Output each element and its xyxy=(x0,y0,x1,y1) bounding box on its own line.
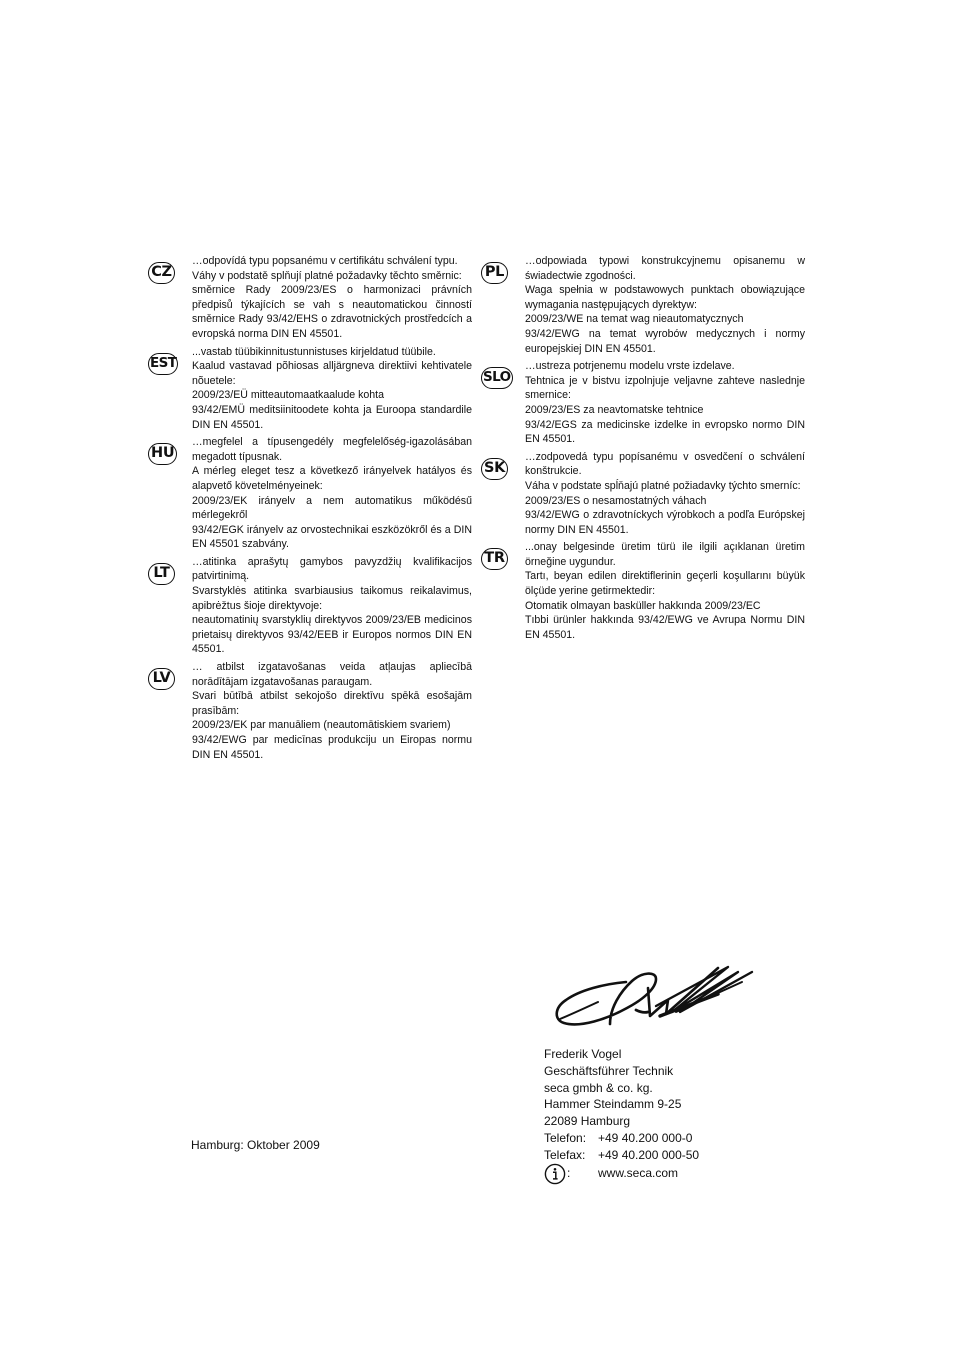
website-separator: : xyxy=(567,1166,571,1181)
declaration-line: 93/42/EWG par medicīnas produkciju un Eiropas normu DIN EN 45501. xyxy=(192,734,472,761)
language-badge-wrap xyxy=(148,435,192,465)
declaration-line: … atbilst izgatavošanas veida atļaujas apliecībā norādītājam izgatavošanas paraugam. xyxy=(192,661,472,688)
declaration-slo xyxy=(481,359,806,447)
language-badge-wrap xyxy=(481,450,525,480)
declarations-right-column xyxy=(481,254,806,645)
language-code-badge: TR xyxy=(481,548,508,570)
declaration-line: 2009/23/WE na temat wag nieautomatycznych xyxy=(525,313,744,326)
contact-block xyxy=(544,1046,699,1185)
place-and-date: Hamburg: Oktober 2009 xyxy=(191,1138,320,1152)
language-code-badge: LV xyxy=(148,668,175,690)
declaration-line: 93/42/EGS za medicinske izdelke in evropsko normo DIN EN 45501. xyxy=(525,418,805,446)
phone-label: Telefon: xyxy=(544,1130,587,1145)
declaration-line: Váhy v podstatě splňují platné požadavky těchto směrnic: xyxy=(192,269,462,282)
declaration-line: Waga spełnia w podstawowych punktach obowiązujące wymagania następujących dyrektyw: xyxy=(525,284,805,311)
declaration-tr xyxy=(481,540,806,642)
company-name: seca gmbh & co. kg. xyxy=(544,1080,653,1095)
phone-line xyxy=(544,1130,699,1147)
declaration-text xyxy=(192,345,472,433)
declaration-text xyxy=(525,359,805,447)
declaration-sk xyxy=(481,450,806,538)
declaration-line: 93/42/EGK irányelv az orvostechnikai eszközökről és a DIN EN 45501 szabvány. xyxy=(192,523,472,551)
declaration-line: …odpowiada typowi konstrukcyjnemu opisanemu w świadectwie zgodności. xyxy=(525,255,805,282)
declaration-text xyxy=(192,435,472,552)
declaration-text xyxy=(525,254,805,356)
declaration-cz xyxy=(148,254,473,342)
fax-label: Telefax: xyxy=(544,1147,586,1162)
declaration-line: A mérleg eleget tesz a következő irányelvek hatályos és alapvető követelményeinek: xyxy=(192,465,472,492)
declaration-lv xyxy=(148,660,473,762)
language-badge-wrap xyxy=(148,254,192,284)
declaration-line: …odpovídá typu popsanému v certifikátu schválení typu. xyxy=(192,255,458,267)
declaration-line: 2009/23/ES za neavtomatske tehtnice xyxy=(525,403,704,416)
fax-line xyxy=(544,1147,699,1164)
declaration-line: 2009/23/ES o nesamostatných váhach xyxy=(525,494,707,507)
language-code-badge: SK xyxy=(481,458,508,480)
declaration-line: 2009/23/EK irányelv a nem automatikus működésű mérlegekről xyxy=(192,494,472,522)
language-badge-wrap xyxy=(481,359,525,389)
phone-number: +49 40.200 000-0 xyxy=(598,1130,693,1145)
declaration-text xyxy=(525,540,805,642)
declaration-line: …megfelel a típusengedély megfelelőség-igazolásában megadott típusnak. xyxy=(192,436,472,463)
declaration-line: směrnice Rady 2009/23/ES o harmonizaci právních předpisů týkajících se vah s neautomatickou činností směrnice Rady 93/42/EHS o zdravotnických prostředcích a evropská norma DIN EN 45501. xyxy=(192,284,472,340)
declaration-line: 93/42/EMÜ meditsiinitoodete kohta ja Euroopa standardile DIN EN 45501. xyxy=(192,403,472,431)
info-icon xyxy=(544,1163,566,1185)
declaration-pl xyxy=(481,254,806,356)
declaration-line: Kaalud vastavad põhiosas alljärgneva direktiivi kehtivatele nõuetele: xyxy=(192,360,472,387)
declaration-line: ...vastab tüübikinnitustunnistuses kirjeldatud tüübile. xyxy=(192,345,436,358)
signatory-position: Geschäftsführer Technik xyxy=(544,1063,674,1078)
website-url[interactable]: www.seca.com xyxy=(598,1166,679,1181)
website-line xyxy=(544,1163,699,1185)
declaration-text xyxy=(192,254,472,342)
language-code-badge: PL xyxy=(481,262,508,284)
language-code-badge: LT xyxy=(148,563,175,585)
declaration-line: …ustreza potrjenemu modelu vrste izdelave. xyxy=(525,360,735,373)
language-badge-wrap xyxy=(148,345,192,375)
language-badge-wrap xyxy=(148,555,192,585)
declaration-est xyxy=(148,345,473,433)
declaration-line: Tehtnica je v bistvu izpolnjuje veljavne zahteve naslednje smernice: xyxy=(525,374,805,402)
declaration-line: Otomatik olmayan basküller hakkında 2009/23/EC xyxy=(525,599,761,612)
declaration-line: 2009/23/EÜ mitteautomaatkaalude kohta xyxy=(192,389,384,402)
fax-number: +49 40.200 000-50 xyxy=(598,1147,700,1162)
signature-graphic xyxy=(552,962,760,1036)
declaration-line: Tıbbi ürünler hakkında 93/42/EWG ve Avrupa Normu DIN EN 45501. xyxy=(525,614,805,641)
city-address: 22089 Hamburg xyxy=(544,1114,631,1129)
declaration-line: neautomatinių svarstyklių direktyvos 2009/23/EB medicinos prietaisų direktyvos 93/42/EEB ir Europos normos DIN EN 45501. xyxy=(192,614,472,656)
language-badge-wrap xyxy=(481,254,525,284)
declaration-line: Svarstyklės atitinka svarbiausius taikomus reikalavimus, apibrėžtus šioje direktyvoje: xyxy=(192,585,472,612)
language-badge-wrap xyxy=(148,660,192,690)
signatory-name: Frederik Vogel xyxy=(544,1047,622,1061)
declaration-line: 93/42/EWG na temat wyrobów medycznych i normy europejskiej DIN EN 45501. xyxy=(525,327,805,355)
language-code-badge: CZ xyxy=(148,262,175,284)
declaration-text xyxy=(525,450,805,538)
language-code-badge: HU xyxy=(148,443,177,465)
declaration-hu xyxy=(148,435,473,552)
declaration-line: Tartı, beyan edilen direktiflerinin geçerli koşullarını büyük ölçüde yerine getirmektedir: xyxy=(525,570,805,598)
language-badge-wrap xyxy=(481,540,525,570)
declaration-text xyxy=(192,555,472,657)
declaration-line: …atitinka aprašytų gamybos pavyzdžių kvalifikacijos patvirtinimą. xyxy=(192,555,472,583)
declaration-line: 93/42/EWG o zdravotníckych výrobkoch a podľa Európskej normy DIN EN 45501. xyxy=(525,509,805,536)
declaration-line: 2009/23/EK par manuāliem (neautomātiskiem svariem) xyxy=(192,719,451,732)
language-code-badge: EST xyxy=(148,353,178,375)
declaration-line: Váha v podstate spĺňajú platné požiadavky týchto smerníc: xyxy=(525,479,801,492)
street-address: Hammer Steindamm 9-25 xyxy=(544,1097,682,1112)
declaration-line: …zodpovedá typu popísanému v osvedčení o schválení konštrukcie. xyxy=(525,450,805,478)
declaration-line: ...onay belgesinde üretim türü ile ilgili açıklanan üretim örneğine uygundur. xyxy=(525,541,805,568)
declaration-lt xyxy=(148,555,473,657)
declarations-left-column xyxy=(148,254,473,765)
declaration-line: Svari būtībā atbilst sekojošo direktīvu spēkā esošajām prasībām: xyxy=(192,690,472,717)
declaration-text xyxy=(192,660,472,762)
language-code-badge: SLO xyxy=(481,367,513,389)
